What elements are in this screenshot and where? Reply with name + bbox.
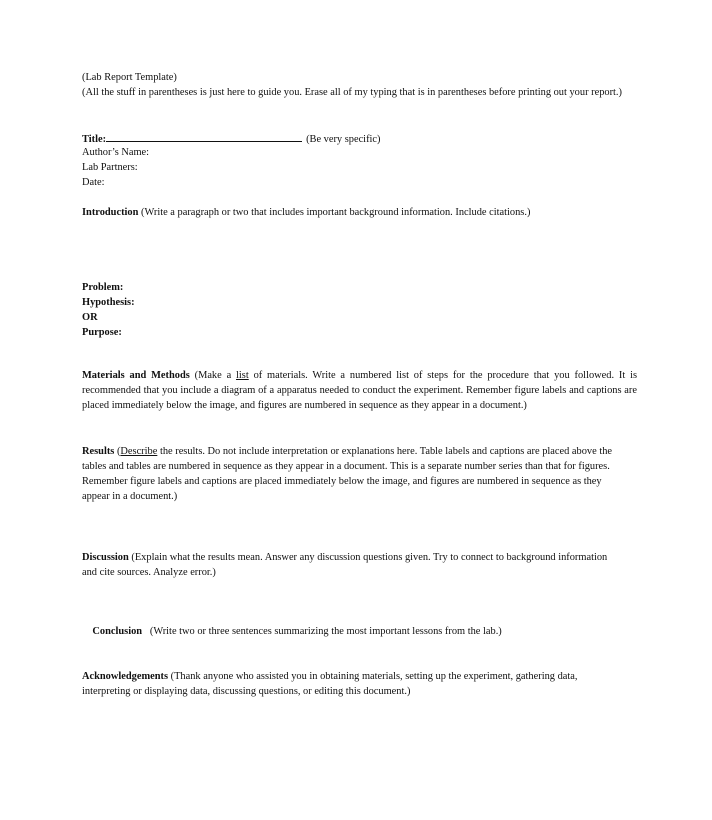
results-text: the results. Do not include interpretation or explanations here. Table labels and captions are placed above the tables and tables are numbered in sequence as they appear in a document. This is a separate number series than that for figures. Remember figure labels and captions are placed immediately below the image, and figures are numbered in sequence as they appear in a document.) [82,446,613,502]
or-text: OR [82,312,98,323]
problem-label [82,280,637,295]
template-label [82,70,637,85]
date-field [82,175,637,190]
acknowledgements-heading: Acknowledgements [82,671,169,682]
date-label: Date: [82,177,105,188]
conclusion-heading: Conclusion [92,626,143,637]
template-title: (Lab Report Template) [82,72,177,83]
conclusion-section [82,609,637,654]
title-blank-line [106,130,302,142]
discussion-text: (Explain what the results mean. Answer any discussion questions given. Try to connect to background information and cite sources. Analyze error.) [82,552,608,578]
discussion-section [82,550,612,580]
author-label: Author’s Name: [82,147,150,158]
list-link: list [236,370,249,381]
describe-link: Describe [120,446,158,457]
or-label [82,310,637,325]
hypothesis-label [82,295,637,310]
conclusion-text: (Write two or three sentences summarizing the most important lessons from the lab.) [142,626,502,637]
results-section [82,444,622,504]
acknowledgements-section [82,669,627,699]
guide-note-text: (All the stuff in parentheses is just here to guide you. Erase all of my typing that is in parentheses before printing out your report.) [82,87,622,98]
materials-section [82,368,637,413]
title-label: Title: [82,134,107,145]
acknowledgements-text: (Thank anyone who assisted you in obtaining materials, setting up the experiment, gathering data, interpreting or displaying data, discussing questions, or editing this document.) [82,671,578,697]
hypothesis-text: Hypothesis: [82,297,135,308]
partners-label: Lab Partners: [82,162,138,173]
partners-field [82,160,637,175]
purpose-label [82,325,637,340]
author-field [82,145,637,160]
guide-note [82,85,622,100]
discussion-heading: Discussion [82,552,129,563]
problem-text: Problem: [82,282,124,293]
results-heading: Results [82,446,115,457]
introduction-text: (Write a paragraph or two that includes important background information. Include citations.) [138,207,531,218]
purpose-text: Purpose: [82,327,122,338]
introduction-section [82,205,637,220]
introduction-heading: Introduction [82,207,139,218]
title-hint: (Be very specific) [306,134,381,145]
results-text-pre: ( [114,446,121,457]
materials-text-pre: (Make a [189,370,237,381]
materials-heading: Materials and Methods [82,370,190,381]
materials-text: of materials. Write a numbered list of steps for the procedure that you followed. It is recommended that you include a diagram of a apparatus needed to conduct the experiment. Remember figure labels and captions are placed immediately below the image, and figures are numbered in sequence as they appear in a document.) [82,370,637,411]
